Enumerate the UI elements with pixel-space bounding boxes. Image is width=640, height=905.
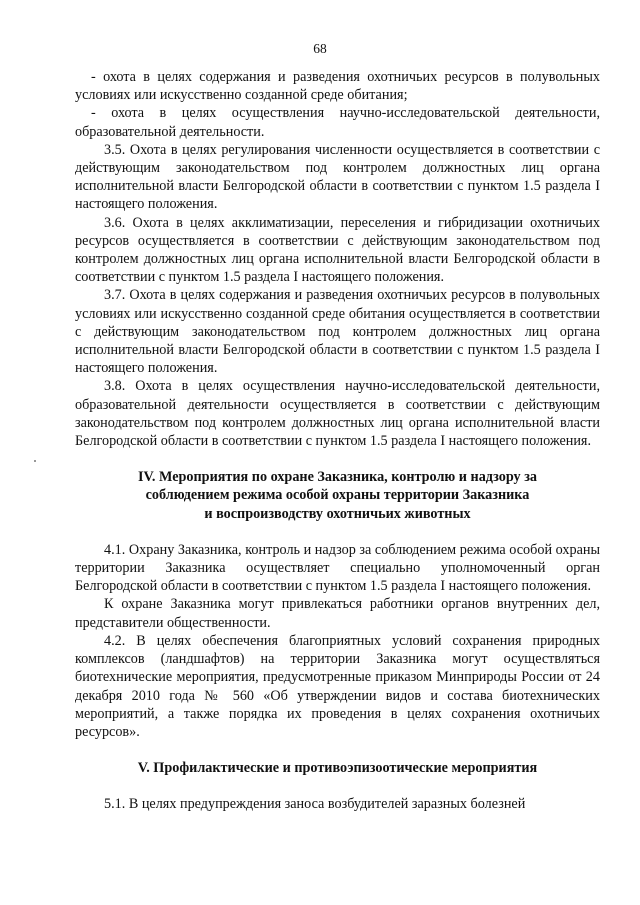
paragraph-3-8: 3.8. Охота в целях осуществления научно-исследовательской деятельности, образовательной деятельности осуществляется в соответствии с действующим законодательством под контролем должностных лиц органа исполнительной власти Белгородской области в соответствии с пунктом 1.5 раздела I настоящего положения. bbox=[75, 378, 600, 450]
paragraph-4-1: 4.1. Охрану Заказника, контроль и надзор за соблюдением режима особой охраны территории Заказника осуществляет специально уполномоченный орган Белгородской области в соответствии с пунктом 1.5 раздела I настоящего положения. bbox=[75, 541, 600, 595]
spacer bbox=[75, 523, 600, 541]
paragraph-3-6: 3.6. Охота в целях акклиматизации, переселения и гибридизации охотничьих ресурсов осуществляется в соответствии с действующим законодательством под контролем должностных лиц органа исполнительной власти Белгородской области в соответствии с пунктом 1.5 раздела I настоящего положения. bbox=[75, 214, 600, 286]
section-5-heading: V. Профилактические и противоэпизоотические мероприятия bbox=[137, 760, 538, 777]
spacer bbox=[75, 741, 600, 759]
document-body bbox=[75, 68, 600, 814]
paragraph-3-7: 3.7. Охота в целях содержания и разведения охотничьих ресурсов в полувольных условиях или искусственно созданной среде обитания осуществляется в соответствии с действующим законодательством под контролем должностных лиц органа исполнительной власти Белгородской области в соответствии с пунктом 1.5 раздела I настоящего положения. bbox=[75, 287, 600, 377]
heading-line: соблюдением режима особой охраны территории Заказника bbox=[145, 487, 530, 504]
list-item: - охота в целях осуществления научно-исследовательской деятельности, образовательной деятельности. bbox=[75, 105, 600, 140]
page-number: 68 bbox=[313, 41, 327, 56]
paragraph-3-5: 3.5. Охота в целях регулирования численности осуществляется в соответствии с действующим законодательством под контролем должностных лиц органа исполнительной власти Белгородской области в соответствии с пунктом 1.5 раздела I настоящего положения. bbox=[75, 141, 600, 213]
paragraph-4-2: 4.2. В целях обеспечения благоприятных условий сохранения природных комплексов (ландшафтов) на территории Заказника могут осуществляться биотехнические мероприятия, предусмотренные приказом Минприроды России от 24 декабря 2010 года № 560 «Об утверждении видов и состава биотехнических мероприятий, а также порядка их проведения в целях сохранения охотничьих ресурсов». bbox=[75, 632, 600, 740]
spacer bbox=[75, 450, 600, 468]
scan-speck bbox=[34, 460, 36, 462]
heading-line: IV. Мероприятия по охране Заказника, контролю и надзору за bbox=[137, 469, 537, 486]
spacer bbox=[75, 777, 600, 795]
paragraph-4-1-note: К охране Заказника могут привлекаться работники органов внутренних дел, представители общественности. bbox=[75, 596, 600, 631]
section-4-heading bbox=[75, 468, 600, 523]
paragraph-5-1: 5.1. В целях предупреждения заноса возбудителей заразных болезней bbox=[104, 796, 526, 813]
heading-line: и воспроизводству охотничьих животных bbox=[204, 505, 471, 522]
list-item: - охота в целях содержания и разведения охотничьих ресурсов в полувольных условиях или искусственно созданной среде обитания; bbox=[75, 69, 600, 104]
